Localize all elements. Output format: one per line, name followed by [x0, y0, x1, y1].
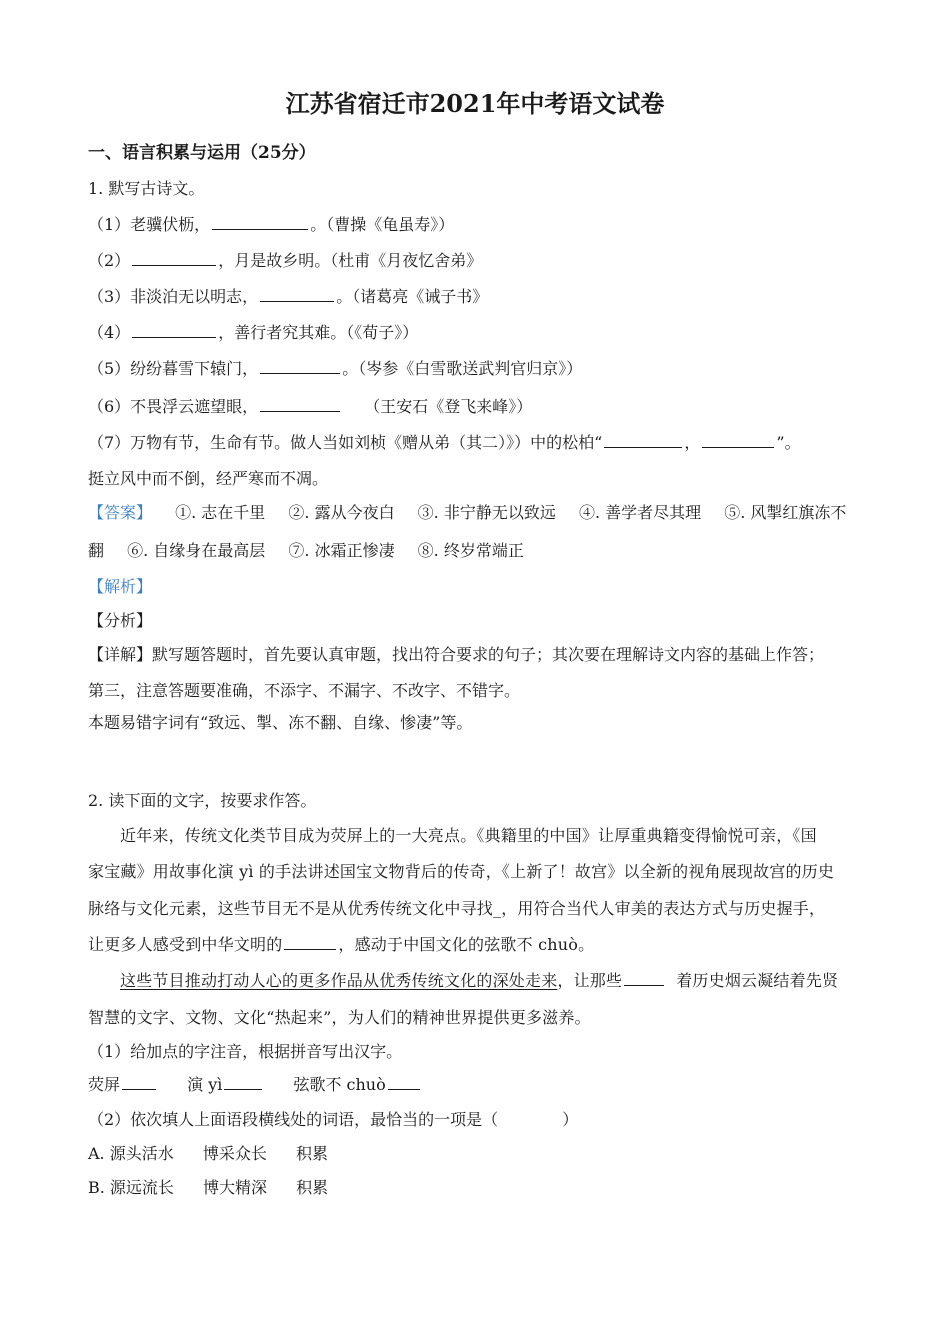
answer-item: ⑧. 终岁常端正	[417, 541, 524, 560]
pinyin-item: 荧屏	[88, 1075, 121, 1094]
answer-blank[interactable]	[604, 432, 682, 448]
answer-blank[interactable]	[122, 1074, 156, 1090]
passage-text: 着历史烟云凝结着先贤	[676, 971, 839, 990]
q1-item-6-post: （王安石《登飞来峰》）	[364, 397, 533, 416]
answer-blank[interactable]	[388, 1074, 420, 1090]
passage-text: ，感动于中国文化的弦歌不 chuò。	[338, 935, 595, 954]
q1-item-6-pre: （6）不畏浮云遮望眼，	[88, 397, 259, 416]
answer-tag: 【答案】	[88, 503, 153, 522]
answer-blank[interactable]	[260, 396, 340, 412]
option-b[interactable]	[88, 1177, 328, 1199]
q1-item-6	[88, 396, 532, 418]
answer-item: ⑦. 冰霜正惨凄	[288, 541, 395, 560]
answer-line-1	[88, 502, 846, 524]
answer-blank[interactable]	[702, 432, 774, 448]
passage-1-line-4	[88, 934, 594, 956]
q1-item-7-continued: 挺立风中而不倒，经严寒而不凋。	[88, 469, 329, 488]
answer-item: ①. 志在千里	[175, 503, 266, 522]
bracket-close: ）	[562, 1110, 579, 1129]
sub-question-2-text: （2）依次填人上面语段横线处的词语，最恰当的一项是（	[88, 1110, 499, 1129]
q1-item-5-pre: （5）纷纷暮雪下辕门，	[88, 359, 259, 378]
q1-item-2-pre: （2）	[88, 251, 131, 270]
page-title: 江苏省宿迁市2021年中考语文试卷	[285, 89, 665, 118]
q1-item-2	[88, 250, 482, 272]
option-text: A. 源头活水	[88, 1144, 174, 1163]
answer-blank[interactable]	[132, 250, 216, 266]
sub-question-1: （1）给加点的字注音，根据拼音写出汉字。	[88, 1042, 403, 1061]
answer-blank[interactable]	[212, 214, 308, 230]
q1-item-1-pre: （1）老骥伏枥，	[88, 215, 211, 234]
passage-1-line-1: 近年来，传统文化类节目成为荧屏上的一大亮点。《典籍里的中国》让厚重典籍变得愉悦可亲，《国	[120, 826, 817, 845]
q1-item-5	[88, 358, 582, 380]
fenxi-tag: 【分析】	[88, 611, 153, 630]
q1-item-3-pre: （3）非淡泊无以明志，	[88, 287, 259, 306]
passage-text: ，让那些	[557, 971, 623, 990]
answer-line-2	[88, 540, 524, 562]
detail-line-3: 本题易错字词有“致远、掣、冻不翻、自缘、惨凄”等。	[88, 713, 473, 732]
answer-item: ②. 露从今夜白	[288, 503, 395, 522]
answer-item: ④. 善学者尽其理	[578, 503, 702, 522]
answer-item: 翻	[88, 541, 105, 560]
q1-item-3-post: 。（诸葛亮《诫子书》	[336, 287, 489, 306]
sub-question-1-blanks	[88, 1074, 422, 1096]
answer-blank[interactable]	[224, 1074, 262, 1090]
q1-item-1	[88, 214, 454, 236]
answer-blank[interactable]	[260, 286, 334, 302]
q1-item-1-post: 。（曹操《龟虽寿》）	[310, 215, 455, 234]
option-a[interactable]	[88, 1143, 328, 1165]
option-text: 积累	[295, 1144, 328, 1163]
question-1-stem: 1. 默写古诗文。	[88, 179, 205, 198]
q1-item-4	[88, 322, 418, 344]
pinyin-item: 演 yì	[187, 1075, 223, 1094]
q1-item-4-post: ，善行者究其难。（《荀子》）	[218, 323, 419, 342]
sub-question-2	[88, 1109, 578, 1131]
option-text: 博采众长	[202, 1144, 267, 1163]
passage-2-line-1	[120, 970, 838, 992]
q1-item-5-post: 。（岑参《白雪歌送武判官归京》）	[342, 359, 583, 378]
pinyin-item: 弦歌不 chuò	[293, 1075, 386, 1094]
q1-item-7-pre: （7）万物有节，生命有节。做人当如刘桢《赠从弟（其二）》）中的松柏“	[88, 433, 603, 452]
underlined-sentence: 这些节目推动打动人心的更多作品从优秀传统文化的深处走来	[120, 971, 558, 990]
question-2-stem: 2. 读下面的文字，按要求作答。	[88, 791, 317, 810]
option-text: 积累	[296, 1178, 329, 1197]
q1-item-4-pre: （4）	[88, 323, 131, 342]
q1-item-7	[88, 432, 801, 454]
answer-item: ③. 非宁静无以致远	[417, 503, 556, 522]
answer-blank[interactable]	[624, 970, 664, 986]
q1-item-7-post: ”。	[776, 433, 801, 452]
answer-blank[interactable]	[132, 322, 216, 338]
passage-1-line-3: 脉络与文化元素，这些节目无不是从优秀传统文化中寻找_，用符合当代人审美的表达方式与历史握手，	[88, 899, 826, 918]
q1-item-3	[88, 286, 488, 308]
passage-1-line-2: 家宝藏》用故事化演 yì 的手法讲述国宝文物背后的传奇，《上新了！故宫》以全新的视角展现故宫的历史	[88, 862, 835, 881]
answer-item: ⑥. 自缘身在最高层	[127, 541, 266, 560]
option-text: B. 源远流长	[88, 1178, 174, 1197]
passage-text: 让更多人感受到中华文明的	[88, 935, 283, 954]
detail-line-1	[88, 644, 824, 666]
option-text: 博大精深	[203, 1178, 268, 1197]
q1-item-7-mid: ，	[684, 433, 701, 452]
detail-line-2: 第三，注意答题要准确，不添字、不漏字、不改字、不错字。	[88, 681, 521, 700]
passage-2-line-2: 智慧的文字、文物、文化“热起来”，为人们的精神世界提供更多滋养。	[88, 1008, 591, 1027]
section-heading: 一、语言积累与运用（25分）	[88, 143, 316, 163]
answer-blank[interactable]	[284, 934, 336, 950]
answer-blank[interactable]	[260, 358, 340, 374]
detail-text: 默写题答题时，首先要认真审题，找出符合要求的句子；其次要在理解诗文内容的基础上作答；	[152, 645, 825, 664]
q1-item-2-post: ，月是故乡明。（杜甫《月夜忆舍弟》	[218, 251, 483, 270]
answer-item: ⑤. 风掣红旗冻不	[724, 503, 847, 522]
analysis-tag: 【解析】	[88, 577, 153, 596]
detail-tag: 【详解】	[88, 645, 153, 664]
